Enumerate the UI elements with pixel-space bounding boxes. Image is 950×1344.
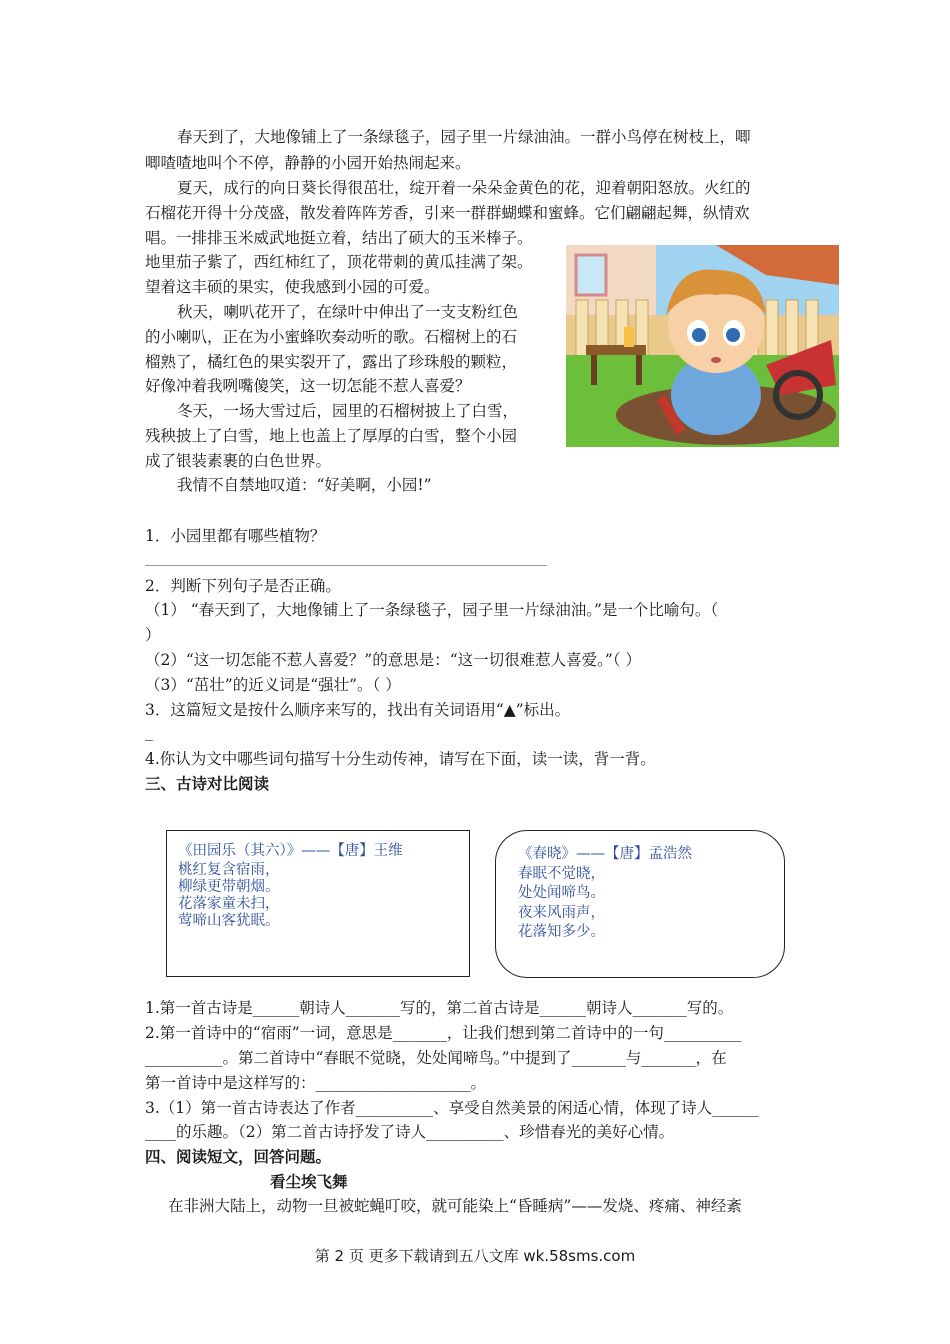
- section-4-title: 四、阅读短文，回答问题。: [145, 1148, 332, 1166]
- question-2: 2．判断下列句子是否正确。: [145, 577, 341, 595]
- page-footer: 第 2 页 更多下载请到五八文库 wk.58sms.com: [314, 1247, 636, 1265]
- passage-line: 春天到了，大地像铺上了一条绿毯子，园子里一片绿油油。一群小鸟停在树枝上，唧: [177, 128, 751, 146]
- article-line: 在非洲大陆上，动物一旦被蛇蝇叮咬，就可能染上“昏睡病”——发烧、疼痛、神经紊: [168, 1197, 742, 1215]
- poem-question-3-cont: ____的乐趣。（2）第二首古诗抒发了诗人__________、珍惜春光的美好心情。: [145, 1123, 675, 1141]
- question-1: 1．小园里都有哪些植物？: [145, 527, 326, 545]
- poem-1-title: 《田园乐（其六）》——【唐】王维: [178, 843, 403, 859]
- question-2-2: （2）“这一切怎能不惹人喜爱？”的意思是：“这一切很难惹人喜爱。”（ ）: [145, 651, 641, 669]
- poem-question-2: 2.第一首诗中的“宿雨”一词，意思是_______，让我们想到第二首诗中的一句__________: [145, 1024, 742, 1042]
- poem-question-2-cont: 第一首诗中是这样写的：____________________。: [145, 1074, 487, 1092]
- poem-1-line: 花落家童未扫，: [178, 896, 280, 912]
- passage-line: 好像冲着我咧嘴傻笑，这一切怎能不惹人喜爱？: [145, 377, 471, 395]
- answer-line[interactable]: [145, 565, 547, 566]
- question-2-1-cont: ）: [145, 626, 161, 644]
- passage-line: 我情不自禁地叹道：“好美啊，小园!”: [177, 476, 432, 494]
- passage-line: 石榴花开得十分茂盛，散发着阵阵芳香，引来一群群蝴蝶和蜜蜂。它们翩翩起舞，纵情欢: [145, 204, 750, 222]
- question-4: 4.你认为文中哪些词句描写十分生动传神，请写在下面，读一读，背一背。: [145, 750, 656, 768]
- poem-1-line: 柳绿更带朝烟。: [178, 879, 280, 895]
- poem-1-line: 桃红复含宿雨，: [178, 862, 280, 878]
- question-2-3: （3）“茁壮”的近义词是“强壮”。（ ）: [145, 676, 401, 694]
- passage-line: 的小喇叭，正在为小蜜蜂吹奏动听的歌。石榴树上的石: [145, 328, 518, 346]
- passage-line: 唱。一排排玉米威武地挺立着，结出了硕大的玉米棒子。: [145, 229, 533, 247]
- poem-1-line: 莺啼山客犹眠。: [178, 913, 280, 929]
- passage-line: 夏天，成行的向日葵长得很茁壮，绽开着一朵朵金黄色的花，迎着朝阳怒放。火红的: [177, 179, 751, 197]
- article-title: 看尘埃飞舞: [270, 1173, 348, 1191]
- poem-question-1: 1.第一首古诗是______朝诗人_______写的，第二首古诗是______朝诗人_______写的。: [145, 999, 734, 1017]
- poem-2-line: 处处闻啼鸟。: [518, 885, 605, 901]
- passage-line: 望着这丰硕的果实，使我感到小园的可爱。: [145, 278, 440, 296]
- poem-question-2-cont: __________。第二首诗中“春眠不觉晓，处处闻啼鸟。”中提到了_______与_______，在: [145, 1049, 727, 1067]
- passage-line: 秋天，喇叭花开了，在绿叶中伸出了一支支粉红色: [177, 303, 519, 321]
- poem-2-line: 夜来风雨声，: [518, 905, 605, 921]
- passage-line: 榴熟了，橘红色的果实裂开了，露出了珍珠般的颗粒，: [145, 353, 518, 371]
- poem-2-line: 春眠不觉晓，: [518, 866, 605, 882]
- poem-2-title: 《春晓》——【唐】孟浩然: [518, 846, 692, 862]
- passage-line: 冬天，一场大雪过后，园里的石榴树披上了白雪，: [177, 402, 519, 420]
- question-3: 3．这篇短文是按什么顺序来写的，找出有关词语用“▲”标出。: [145, 701, 571, 719]
- passage-line: 成了银装素裹的白色世界。: [145, 452, 332, 470]
- passage-line: 残秧披上了白雪，地上也盖上了厚厚的白雪，整个小园: [145, 427, 518, 445]
- passage-line: 地里茄子紫了，西红柿红了，顶花带刺的黄瓜挂满了架。: [145, 253, 533, 271]
- question-2-1: （1） “春天到了，大地像铺上了一条绿毯子，园子里一片绿油油。”是一个比喻句。（: [145, 601, 719, 619]
- passage-line: 唧喳喳地叫个不停，静静的小园开始热闹起来。: [145, 154, 471, 172]
- garden-child-illustration: [566, 245, 839, 447]
- poem-2-line: 花落知多少。: [518, 924, 605, 940]
- poem-question-3: 3.（1）第一首古诗表达了作者__________、享受自然美景的闲适心情，体现了诗人______: [145, 1099, 759, 1117]
- section-3-title: 三、古诗对比阅读: [145, 775, 270, 793]
- question-3-blank: _: [145, 723, 153, 741]
